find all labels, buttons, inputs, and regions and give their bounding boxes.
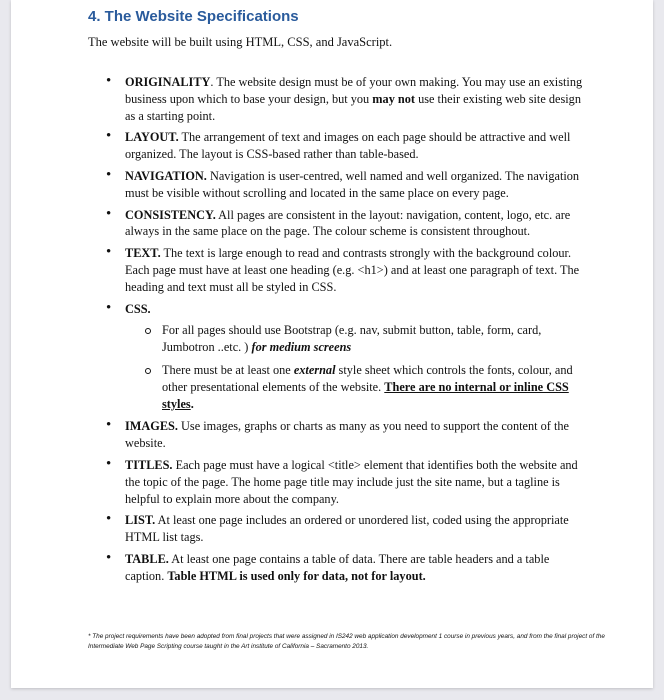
item-label: CSS.	[125, 301, 151, 316]
intro-text: The website will be built using HTML, CSS, and JavaScript.	[88, 35, 393, 49]
item-label: LAYOUT.	[125, 130, 179, 145]
list-item-navigation: • NAVIGATION. Navigation is user-centred, well named and well organized. The navigation must be visible without scrolling and located in the same place on every page.	[106, 168, 586, 202]
section-heading: 4. The Website Specifications	[88, 8, 299, 25]
footnote: * The project requirements have been adopted from final projects that were assigned in IS242 web application development 1 course in previous years, and from the final project of the Intermediate Web Page Scripting course taught in the Art institute of California – Sacramento 2013.	[88, 633, 605, 650]
list-item-originality: • ORIGINALITY. The website design must be of your own making. You may use an existing business upon which to base your design, but you may not use their existing web site design as a starting point.	[106, 74, 586, 124]
item-label: TEXT.	[125, 246, 161, 261]
list-item-list: • LIST. At least one page includes an ordered or unordered list, coded using the appropriate HTML list tags.	[106, 512, 586, 546]
item-label: ORIGINALITY	[125, 75, 211, 89]
item-label: NAVIGATION.	[125, 168, 207, 183]
list-item-table: • TABLE. At least one page contains a table of data. There are table headers and a table caption. Table HTML is used only for data, not for layout.	[106, 551, 586, 585]
item-label: LIST.	[125, 513, 156, 528]
spec-list	[106, 74, 586, 590]
list-item-layout: • LAYOUT. The arrangement of text and images on each page should be attractive and well organized. The layout is CSS-based rather than table-based.	[106, 129, 586, 163]
sublist-item-external-css: There must be at least one external style sheet which controls the fonts, colour, and other presentational elements of the website. There are no internal or inline CSS styles.	[125, 362, 586, 412]
list-item-titles: • TITLES. Each page must have a logical <title> element that identifies both the website and the topic of the page. The home page title may include just the site name, but a tagline is helpful to explain more about the company.	[106, 457, 586, 507]
list-item-css	[106, 301, 586, 413]
item-label: TITLES.	[125, 457, 173, 472]
item-label: CONSISTENCY.	[125, 207, 216, 222]
list-item-text: • TEXT. The text is large enough to read and contrasts strongly with the background colour. Each page must have at least one heading (e.g. <h1>) and at least one paragraph of text. The heading and text must all be styled in CSS.	[106, 245, 586, 295]
list-item-consistency: • CONSISTENCY. All pages are consistent in the layout: navigation, content, logo, etc. are always in the same place on the page. The colour scheme is consistent throughout.	[106, 207, 586, 241]
item-label: IMAGES.	[125, 419, 178, 434]
css-sublist	[125, 322, 586, 412]
list-item-images: • IMAGES. Use images, graphs or charts as many as you need to support the content of the website.	[106, 418, 586, 452]
item-label: TABLE.	[125, 551, 169, 566]
sublist-item-bootstrap: For all pages should use Bootstrap (e.g. nav, submit button, table, form, card, Jumbotron ..etc. ) for medium screens	[125, 322, 586, 356]
document-page	[11, 0, 653, 688]
